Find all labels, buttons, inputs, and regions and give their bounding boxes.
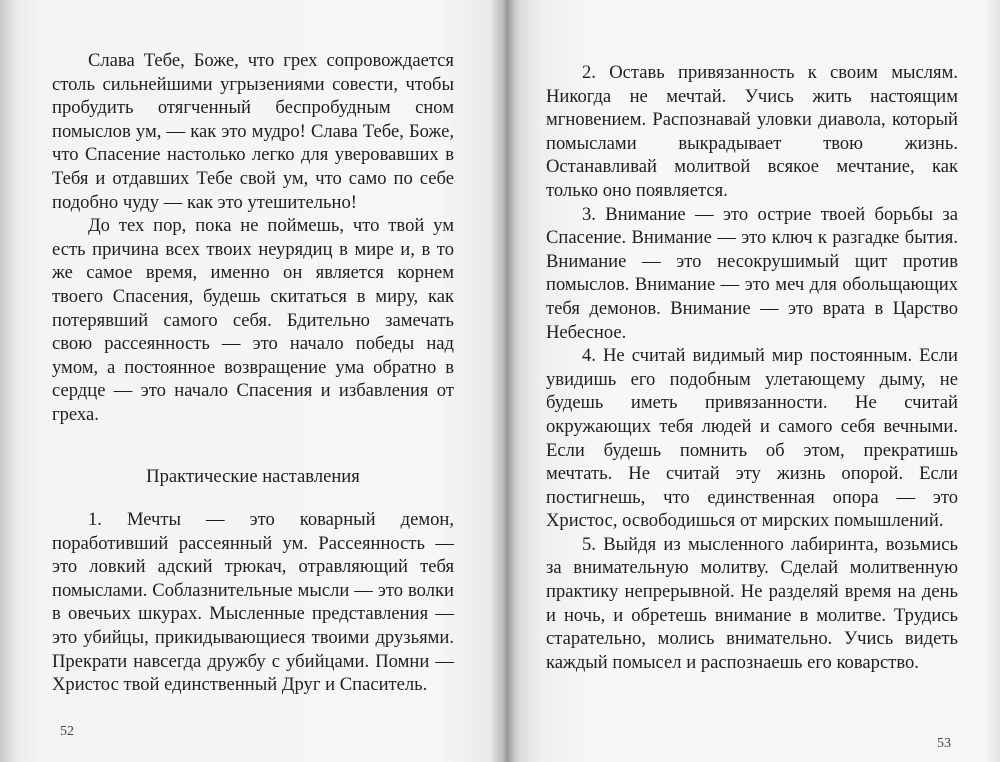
paragraph: 1. Мечты — это коварный демон, поработивший рассеянный ум. Рассеянность — это ловкий адский трюкач, отравляющий тебя помыслами. Соблазнительные мысли — это волки в овечьих шкурах. Мысленные представления — это убийцы, прикидывающиеся твоими друзьями. Прекрати навсегда дружбу с убийцами. Помни — Христос твой единственный Друг и Спаситель. <box>52 509 454 696</box>
left-page <box>52 0 454 762</box>
page-number-right: 53 <box>937 736 951 751</box>
right-page <box>546 0 958 762</box>
section-heading: Практические наставления <box>146 465 360 487</box>
book-gutter <box>490 0 520 762</box>
left-page-text <box>52 49 454 697</box>
paragraph: Слава Тебе, Боже, что грех сопровождается столь сильнейшими угрызениями совести, чтобы пробудить отягченный беспробудным сном помыслов ум, — как это мудро! Слава Тебе, Боже, что Спасение настолько легко для уверовавших в Тебя и отдавших Тебе свой ум, что само по себе подобно чуду — как это утешительно! <box>52 50 454 213</box>
paragraph: 2. Оставь привязанность к своим мыслям. Никогда не мечтай. Учись жить настоящим мгновением. Распознавай уловки диавола, который помыслами выкрадывает твою жизнь. Останавливай молитвой всякое мечтание, как только оно появляется. <box>546 62 958 201</box>
paragraph: До тех пор, пока не поймешь, что твой ум есть причина всех твоих неурядиц в мире и, в то же самое время, именно он является корнем твоего Спасения, будешь скитаться в миру, как потерявший самого себя. Бдительно замечать свою рассеянность — это начало победы над умом, а постоянное возвращение ума обратно в сердце — это начало Спасения и избавления от греха. <box>52 215 454 425</box>
right-page-text <box>546 61 958 674</box>
paragraph: 3. Внимание — это острие твоей борьбы за Спасение. Внимание — это ключ к разгадке бытия. Внимание — это несокрушимый щит против помыслов. Внимание — это меч для обольщающих тебя демонов. Внимание — это врата в Царство Небесное. <box>546 203 958 343</box>
paragraph: 5. Выйдя из мысленного лабиринта, возьмись за внимательную молитву. Сделай молитвенную практику непрерывной. Не разделяй время на день и ночь, и обретешь внимание в молитве. Трудись старательно, молись внимательно. Учись видеть каждый помысел и распознаешь его коварство. <box>546 533 958 673</box>
page-number-left: 52 <box>60 724 74 739</box>
paragraph: 4. Не считай видимый мир постоянным. Если увидишь его подобным улетающему дыму, не будешь иметь привязанности. Не считай окружающих тебя людей и самого себя вечными. Если будешь помнить об этом, прекратишь мечтать. Не считай эту жизнь опорой. Если постигнешь, что единственная опора — это Христос, освободишься от мирских помышлений. <box>546 345 958 532</box>
